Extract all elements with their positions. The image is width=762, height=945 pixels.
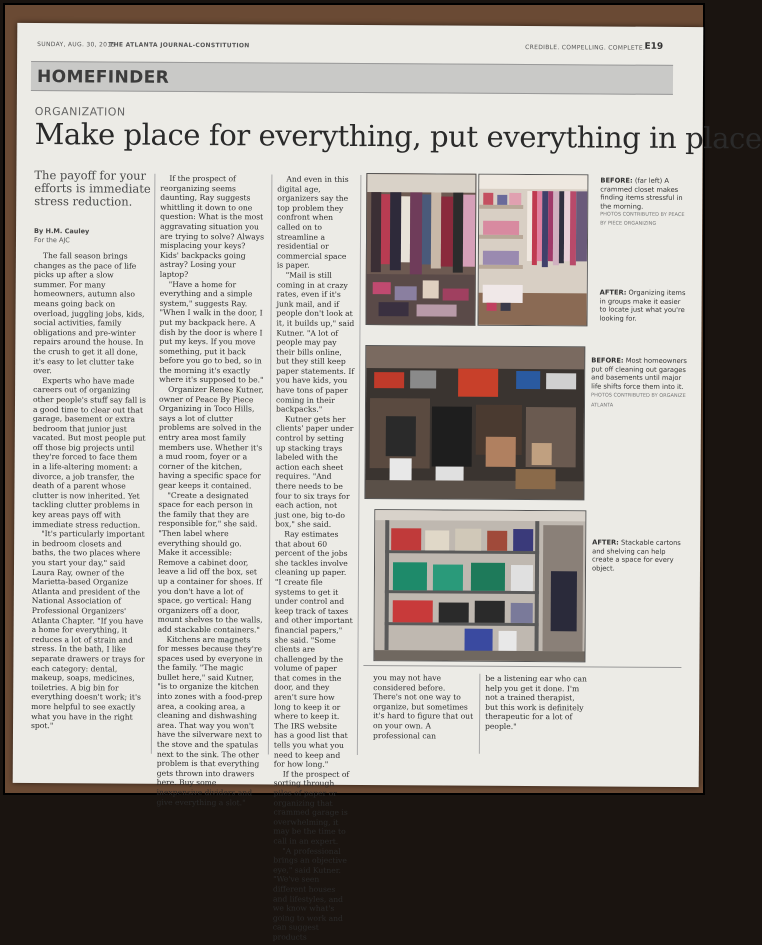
- paragraph: If the prospect of sorting through piles of paper or organizing that crammed garage is overwhelming, it may be the time to call in an expert.: [273, 769, 350, 846]
- column-rule: [151, 174, 156, 754]
- paragraph: Experts who have made careers out of organizing other people's stuff say fall is a good time to clear out that garage, basement or extra bedroom that junior just vacated. But most people put off those big projects until they're forced to face them in a life-altering moment: a divorce, a job transfer, the death of a parent whose clutter is now inherited. Yet tackling clutter problems in key areas pays off with immediate stress reduction.: [32, 375, 146, 530]
- paragraph: If the prospect of reorganizing seems daunting, Ray suggests whittling it down to one question: What is the most aggravating situation you are trying to solve? Always misplacing your keys? Kids' backpacks going astray? Losing your laptop?: [159, 173, 265, 279]
- garage-before-photo: [364, 345, 585, 500]
- paragraph: The fall season brings changes as the pace of life picks up after a slow summer. For many homeowners, autumn also means going back on overload, juggling jobs, kids, social activities, family obligations and pre-winter repairs around the house. In the crush to get it all done, it's easy to let clutter take over.: [33, 251, 145, 376]
- caption-garage-before: [591, 356, 687, 410]
- column-4: [373, 673, 475, 741]
- column-5: [485, 674, 587, 732]
- garage-after-photo: [373, 509, 586, 662]
- section-title: HOMEFINDER: [36, 67, 170, 88]
- paragraph: you may not have considered before. There's not one way to organize, but sometimes it's hard to figure that out on your own. A professional can: [372, 673, 474, 741]
- column-2: [157, 174, 267, 808]
- caption-note: (far left): [634, 176, 663, 185]
- paragraph: "Mail is still coming in at crazy rates, even if it's junk mail, and if people don't look at it, it builds up," said Kutner. "A lot of people may pay their bills online, but they still keep paper statements. If you have kids, you have tons of paper coming in their backpacks.": [275, 270, 355, 415]
- page-number: E19: [644, 41, 664, 52]
- caption-text: Stackable cartons and shelving can help create a space for every object.: [591, 538, 681, 573]
- column-1: [31, 251, 148, 731]
- paragraph: Organizer Renee Kutner, owner of Peace By Piece Organizing in Toco Hills, says a lot of clutter problems are solved in the entry area most family members use. Whether it's a mud room, foyer or a corner of the kitchen, having a specific space for gear keeps it contained.: [158, 384, 264, 491]
- column-rule: [268, 174, 273, 754]
- paragraph: Kutner gets her clients' paper under control by setting up stacking trays labeled with the action each sheet requires. "And there needs to be four to six trays for each action, not just one, big to-do box," she said.: [275, 414, 354, 530]
- paragraph: Kitchens are magnets for messes because they're spaces used by everyone in the family. "The magic bullet here," said Kutner, "is to organize the kitchen into zones with a food-prep area, a cooking area, a cleaning and dishwashing area. That way you won't have the silverware next to the stove and the spatulas next to the sink. The other problem is that everything gets thrown into drawers here. Buy some inexpensive dividers and give everything a slot.": [156, 634, 263, 807]
- caption-garage-after: [592, 538, 686, 573]
- caption-closet-after: [600, 288, 686, 323]
- paragraph: "It's particularly important in bedroom closets and baths, the two places where you start your day," said Laura Ray, owner of the Marietta-based Organize Atlanta and president of the National Association of Professional Organizers' Atlanta Chapter. "If you have a home for everything, it reduces a lot of strain and stress. In the bath, I like separate drawers or trays for each category: dental, makeup, soaps, medicines, toiletries. A big bin for everything doesn't work; it's more helpful to see exactly what you have in the right spot.": [31, 529, 145, 731]
- paragraph: And even in this digital age, organizers say the top problem they confront when called on to streamline a residential or commercial space is paper.: [276, 174, 349, 271]
- column-rule: [357, 175, 362, 755]
- caption-lead: AFTER:: [599, 288, 627, 297]
- caption-lead: BEFORE:: [600, 176, 633, 185]
- closet-after-photo: [477, 174, 588, 327]
- folio-paper: THE ATLANTA JOURNAL-CONSTITUTION: [109, 41, 250, 50]
- newspaper-page: [13, 23, 762, 942]
- paragraph: Ray estimates that about 60 percent of the jobs she tackles involve cleaning up paper. "I create file systems to get it under control and keep track of taxes and other important financial papers," she said. "Some clients are challenged by the volume of paper that comes in the door, and they aren't sure how long to keep it or where to keep it. The IRS website has a good list that tells you what you need to keep and for how long.": [273, 529, 353, 770]
- folio-tagline: CREDIBLE. COMPELLING. COMPLETE.: [525, 44, 646, 52]
- byline: By H.M. Cauley: [34, 227, 90, 236]
- closet-before-photo: [365, 173, 476, 326]
- caption-lead: AFTER:: [592, 538, 619, 547]
- folio-date: SUNDAY, AUG. 30, 2015: [37, 41, 116, 49]
- paragraph: be a listening ear who can help you get it done. I'm not a trained therapist, but this work is definitely therapeutic for a lot of people.": [485, 673, 587, 731]
- byline-affiliation: For the AJC: [33, 236, 70, 245]
- photo-credit: PHOTOS CONTRIBUTED BY PEACE BY PIECE ORGANIZING: [600, 211, 685, 227]
- divider: [363, 665, 681, 668]
- caption-lead: BEFORE:: [591, 356, 624, 365]
- column-rule: [479, 674, 480, 754]
- paragraph: "Have a home for everything and a simple system," suggests Ray. "When I walk in the door, I put my backpack here. A dish by the door is where I put my keys. If you move something, put it back before you go to bed, so in the morning it's exactly where it's supposed to be.": [159, 279, 264, 385]
- deck: The payoff for your efforts is immediate stress reduction.: [34, 168, 151, 209]
- paragraph: "A professional brings an objective eye," said Kutner. "We've seen different houses and lifestyles, and we know what's going to work and can suggest products: [272, 846, 347, 942]
- kicker: ORGANIZATION: [34, 105, 126, 119]
- paragraph: "Create a designated space for each person in the family that they are responsible for," she said. "Then label where everything should go. Make it accessible: Remove a cabinet door, leave a lid off the box, set up a container for shoes. If you don't have a lot of space, go vertical: Hang organizers off a door, mount shelves to the walls, add stackable containers.": [157, 490, 263, 635]
- column-3: [273, 175, 356, 943]
- headline: Make place for everything, put everything in place: [34, 117, 762, 156]
- photo-frame: [3, 3, 762, 942]
- caption-closet-before: [600, 176, 686, 228]
- caption-text: A crammed closet makes finding items stressful in the morning.: [600, 176, 683, 211]
- caption-text: Organizing items in groups make it easier to locate just what you're looking for.: [599, 288, 686, 323]
- section-header: [31, 61, 673, 95]
- photo-credit: PHOTOS CONTRIBUTED BY ORGANIZE ATLANTA: [590, 392, 686, 409]
- caption-text: Most homeowners put off cleaning out garages and basements until major life shifts force them into it.: [591, 356, 687, 391]
